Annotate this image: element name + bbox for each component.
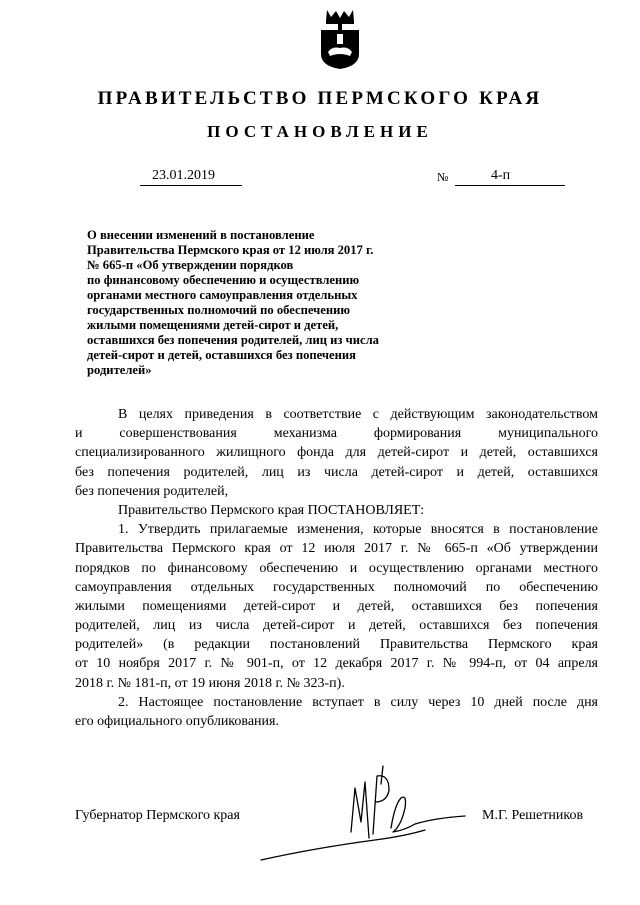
resolution-paragraph: Правительство Пермского края ПОСТАНОВЛЯЕТ: (118, 502, 425, 518)
date-value: 23.01.2019 (152, 168, 215, 183)
number-sign: № (437, 170, 449, 184)
subject-line: родителей» (87, 363, 152, 377)
subject-line: оставшихся без попечения родителей, лиц из числа (87, 333, 379, 347)
clause-2-paragraph (75, 693, 598, 731)
signatory-position: Губернатор Пермского края (75, 808, 240, 823)
text-line: В целях приведения в соответствие с действующим законодательством (118, 407, 598, 422)
subject-line: жилыми помещениями детей-сирот и детей, (87, 318, 339, 332)
clause-1-paragraph (75, 520, 598, 693)
date-underline (140, 185, 242, 186)
text-line: родителей, лиц из числа детей-сирот и детей, оставшихся без попечения (75, 618, 598, 634)
text-line: специализированного жилищного фонда для детей-сирот и детей, оставшихся (75, 445, 598, 461)
document-body (75, 405, 598, 731)
text-line: без попечения родителей, лиц из числа детей-сирот и детей, оставшихся (75, 464, 598, 480)
text-line: от 10 ноября 2017 г. № 901-п, от 12 декабря 2017 г. № 994-п, от 04 апреля (75, 656, 598, 672)
subject-line: № 665-п «Об утверждении порядков (87, 258, 294, 272)
text-line: и совершенствования механизма формирования муниципального (75, 426, 598, 442)
document-type-title: ПОСТАНОВЛЕНИЕ (207, 122, 433, 141)
subject-line: государственных полномочий по обеспечению (87, 303, 350, 317)
document-subject (87, 228, 447, 378)
number-value: 4-п (491, 168, 511, 183)
text-line: 2018 г. № 181-п, от 19 июня 2018 г. № 323-п). (75, 675, 345, 691)
handwritten-signature (255, 760, 475, 880)
subject-line: по финансовому обеспечению и осуществлению (87, 273, 360, 287)
subject-line: Правительства Пермского края от 12 июля 2017 г. (87, 243, 374, 257)
text-line: 1. Утвердить прилагаемые изменения, которые вносятся в постановление (118, 522, 598, 538)
number-underline (455, 185, 565, 186)
preamble-paragraph (75, 405, 598, 501)
text-line: без попечения родителей, (75, 483, 229, 499)
date-field (140, 166, 240, 188)
text-line: родителей» (в редакции постановлений Правительства Пермского края (75, 637, 598, 653)
subject-line: органами местного самоуправления отдельных (87, 288, 358, 302)
signatory-name: М.Г. Решетников (482, 808, 584, 823)
text-line: 2. Настоящее постановление вступает в силу через 10 дней после дня (118, 694, 598, 710)
government-title: ПРАВИТЕЛЬСТВО ПЕРМСКОГО КРАЯ (97, 88, 543, 109)
coat-of-arms-emblem-icon (318, 8, 362, 70)
text-line: Правительства Пермского края от 12 июля 2017 г. № 665-п «Об утверждении (75, 541, 598, 557)
text-line: его официального опубликования. (75, 714, 279, 729)
text-line: порядков по финансовому обеспечению и осуществлению органами местного (75, 560, 598, 576)
signature-block (0, 760, 640, 900)
subject-line: детей-сирот и детей, оставшихся без попечения (87, 348, 356, 362)
subject-line: О внесении изменений в постановление (87, 228, 315, 242)
number-field (455, 166, 565, 188)
text-line: жилыми помещениями детей-сирот и детей, оставшихся без попечения (75, 598, 598, 614)
text-line: самоуправления отдельных государственных полномочий по обеспечению (75, 579, 598, 595)
